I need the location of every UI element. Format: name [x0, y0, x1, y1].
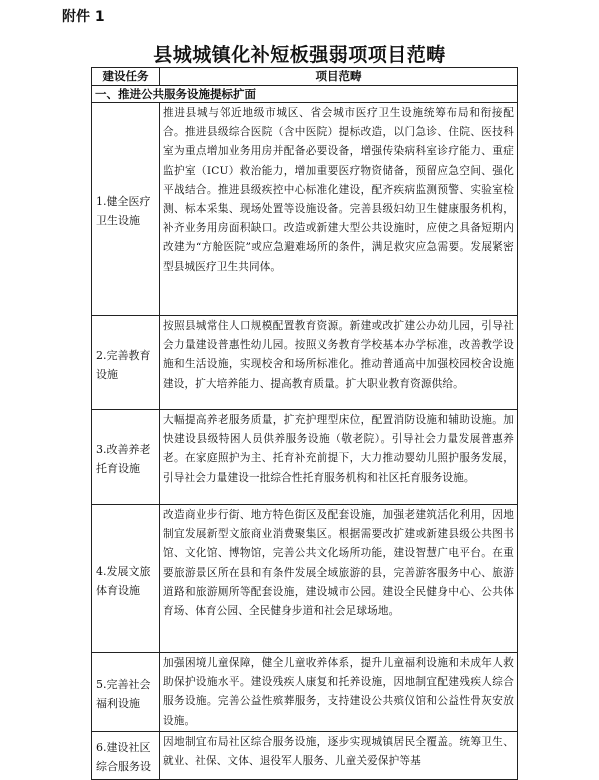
page-title: 县城城镇化补短板强弱项项目范畴 — [153, 44, 446, 66]
content-cell: 大幅提高养老服务质量，扩充护理型床位，配置消防设施和辅助设施。加快建设县级特困人员供养服务设施（敬老院）。引导社会力量发展普惠养老。在家庭照护为主、托育补充前提下，大力推动婴幼儿照护服务发展，引导社会力量建设一批综合性托育服务机构和社区托育服务设施。 — [160, 410, 518, 505]
section-row — [92, 86, 518, 103]
content-cell: 按照县城常住人口规模配置教育资源。新建或改扩建公办幼儿园，引导社会力量建设普惠性幼儿园。按照义务教育学校基本办学标准，改善教学设施和生活设施，实现校舍和场所标准化。推动普通高中加强校园校舍设施建设，扩大培养能力、提高教育质量。扩大职业教育资源供给。 — [160, 316, 518, 410]
table-row — [92, 103, 518, 316]
task-cell: 6.建设社区综合服务设 — [92, 731, 160, 779]
content-cell: 推进县城与邻近地级市城区、省会城市医疗卫生设施统筹布局和衔接配合。推进县级综合医院（含中医院）提标改造，以门急诊、住院、医技科室为重点增加业务用房并配备必要设备，增强传染病科室诊疗能力、重症监护室（ICU）救治能力，增加重要医疗物资储备，预留应急空间、强化平战结合。推进县级疾控中心标准化建设，配齐疾病监测预警、实验室检测、标本采集、现场处置等设施设备。完善县级妇幼卫生健康服务机构，补齐业务用房面积缺口。改造或新建大型公共设施时，应使之具备短期内改建为“方舱医院”或应急避难场所的条件，满足救灾应急需要。发展紧密型县城医疗卫生共同体。 — [160, 103, 518, 316]
table-row — [92, 653, 518, 732]
table-row — [92, 410, 518, 505]
task-cell: 4.发展文旅体育设施 — [92, 505, 160, 653]
table-row — [92, 316, 518, 410]
table-header-row — [92, 68, 518, 86]
content-cell: 加强困境儿童保障，健全儿童收养体系，提升儿童福利设施和未成年人救助保护设施水平。建设残疾人康复和托养设施，因地制宜配建残疾人综合服务设施。完善公益性殡葬服务，支持建设公共殡仪馆和公益性骨灰安放设施。 — [160, 653, 518, 732]
table-row — [92, 505, 518, 653]
project-table — [91, 67, 518, 780]
section-title: 一、推进公共服务设施提标扩面 — [92, 86, 518, 103]
task-cell: 1.健全医疗卫生设施 — [92, 103, 160, 316]
table-row — [92, 731, 518, 779]
task-cell: 3.改善养老托育设施 — [92, 410, 160, 505]
content-cell: 改造商业步行街、地方特色街区及配套设施，加强老建筑活化利用，因地制宜发展新型文旅商业消费聚集区。根据需要改扩建或新建县级公共图书馆、文化馆、博物馆，完善公共文化场所功能，建设智慧广电平台。在重要旅游景区所在县和有条件发展全域旅游的县，完善游客服务中心、旅游道路和旅游厕所等配套设施，建设城市公园。建设全民健身中心、公共体育场、体育公园、全民健身步道和社会足球场地。 — [160, 505, 518, 653]
task-cell: 5.完善社会福利设施 — [92, 653, 160, 732]
header-task: 建设任务 — [92, 68, 160, 86]
content-cell: 因地制宜布局社区综合服务设施，逐步实现城镇居民全覆盖。统筹卫生、就业、社保、文体、退役军人服务、儿童关爱保护等基 — [160, 731, 518, 779]
attachment-label: 附件 1 — [62, 9, 105, 25]
task-cell: 2.完善教育设施 — [92, 316, 160, 410]
header-scope: 项目范畴 — [160, 68, 518, 86]
